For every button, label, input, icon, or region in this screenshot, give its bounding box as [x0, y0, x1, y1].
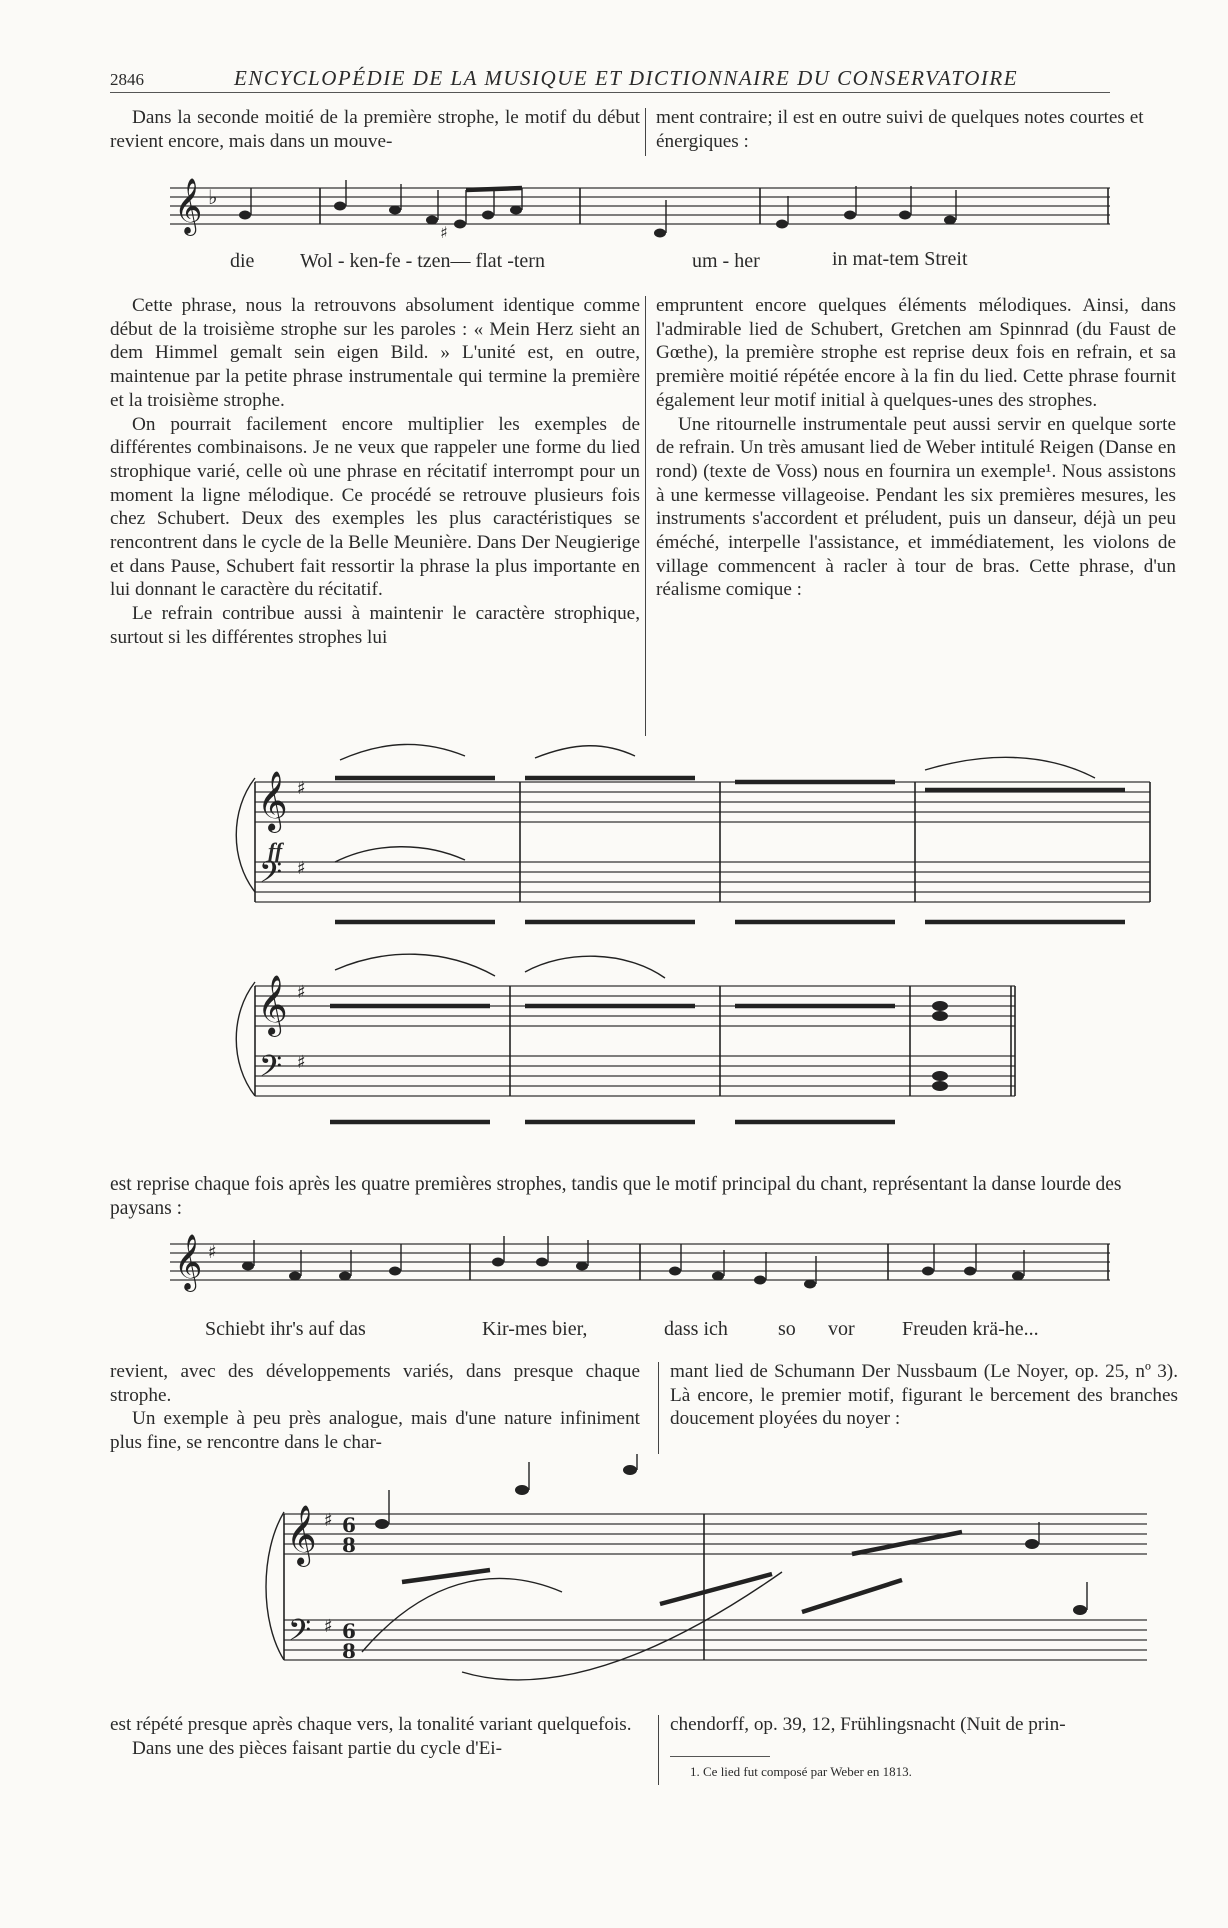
- lyric-syllable: dass ich: [664, 1318, 728, 1340]
- time-signature-bottom: 8: [342, 1533, 356, 1557]
- column-rule: [658, 1715, 659, 1785]
- lyric-syllable: die: [230, 250, 255, 272]
- intro-left-column: [110, 106, 640, 153]
- lyric-syllable: Schiebt ihr's auf das: [205, 1318, 366, 1340]
- paragraph: On pourrait facilement encore multiplier les exemples de différentes combinaisons. Je ne veux que rappeler une forme du lied strophique varié, celle où une phrase en récitatif interrompt pour un moment la ligne mélodique. Ce procédé se retrouve plusieurs fois chez Schubert. Deux des exemples les plus caractéristiques se rencontrent dans le cycle de la Belle Meunière. Dans Der Neugierige et dans Pause, Schubert fait ressortir la phrase la plus importante en lui donnant le caractère du récitatif.: [110, 413, 640, 601]
- footnote: 1. Ce lied fut composé par Weber en 1813.: [690, 1764, 912, 1779]
- treble-clef-icon: 𝄞: [174, 178, 203, 234]
- time-signature-top: 6: [342, 1619, 356, 1643]
- system-1: [236, 744, 1150, 922]
- section4-right-column: [670, 1360, 1178, 1431]
- paragraph: revient, avec des développements variés, dans presque chaque strophe.: [110, 1361, 640, 1406]
- paragraph: est reprise chaque fois après les quatre premières strophes, tandis que le motif principal du chant, représentant la danse lourde des paysans :: [110, 1174, 1122, 1219]
- footnote-rule: [670, 1756, 770, 1757]
- section2-right-column: [656, 294, 1176, 602]
- music-example-2: [225, 750, 1155, 1150]
- time-signature-bottom: 8: [342, 1639, 356, 1663]
- paragraph: Une ritournelle instrumentale peut aussi servir en quelque sorte de refrain. Un très amusant lied de Weber intitulé Reigen (Danse en rond) (texte de Voss) nous en fournira un exemple¹. Nous assistons à une kermesse villageoise. Pendant les six premières mesures, les instruments s'accordent et préludent, puis un danseur, déjà un peu éméché, interpelle l'assistance, et immédiatement, les violons de village commencent à racler à tour de bras. Cette phrase, d'un réalisme comique :: [656, 413, 1176, 601]
- column-rule: [645, 296, 646, 736]
- treble-clef-icon: 𝄞: [257, 771, 288, 831]
- notes: [239, 180, 1108, 242]
- section2-left-column: [110, 294, 640, 650]
- paragraph: Cette phrase, nous la retrouvons absolument identique comme début de la troisième strophe sur les paroles : « Mein Herz sieht an dem Himmel gemalt sein eigen Bild. » L'unité est, en outre, maintenue par la petite phrase instrumentale qui termine la première et la troisième strophe.: [110, 295, 640, 411]
- lyric-syllable: Freuden krä-he...: [902, 1318, 1039, 1340]
- sharp-icon: ♯: [297, 778, 306, 799]
- lyric-syllable: um - her: [692, 250, 760, 272]
- music-example-4: [262, 1462, 1152, 1692]
- section5-left-column: [110, 1713, 640, 1760]
- sharp-icon: ♯: [297, 858, 306, 879]
- svg-text:♯: ♯: [440, 223, 448, 242]
- lyric-syllable: vor: [828, 1318, 855, 1340]
- lyric-syllable: Kir-mes bier,: [482, 1318, 588, 1340]
- column-rule: [645, 108, 646, 156]
- sharp-icon: ♯: [297, 982, 306, 1003]
- sharp-icon: ♯: [324, 1616, 333, 1637]
- section3-text: [110, 1173, 1178, 1221]
- staff: [170, 188, 1110, 224]
- paragraph: Le refrain contribue aussi à maintenir le caractère strophique, surtout si les différentes strophes lui: [110, 603, 640, 648]
- sharp-icon: ♯: [324, 1510, 333, 1531]
- treble-clef-icon: 𝄞: [174, 1234, 203, 1290]
- music-example-1: [170, 178, 1110, 258]
- paragraph: empruntent encore quelques éléments mélodiques. Ainsi, dans l'admirable lied de Schubert, Gretchen am Spinnrad (du Faust de Gœthe), la première strophe est reprise deux fois en refrain, et sa première moitié répétée encore à la fin du lied. Cette phrase fournit également leur motif initial à quelques-unes des strophes.: [656, 295, 1176, 411]
- bass-clef-icon: 𝄢: [259, 1050, 283, 1091]
- column-rule: [658, 1362, 659, 1454]
- page-number: 2846: [110, 70, 144, 89]
- treble-clef-icon: 𝄞: [286, 1505, 317, 1565]
- paragraph: Dans une des pièces faisant partie du cycle d'Ei-: [132, 1737, 503, 1759]
- bass-clef-icon: 𝄢: [288, 1614, 312, 1655]
- paragraph: ment contraire; il est en outre suivi de quelques notes courtes et énergiques :: [656, 107, 1144, 152]
- paragraph: chendorff, op. 39, 12, Frühlingsnacht (Nuit de prin-: [670, 1714, 1066, 1735]
- lyric-syllable: Wol - ken-fe - tzen— flat -tern: [300, 250, 545, 272]
- treble-clef-icon: 𝄞: [257, 975, 288, 1035]
- lyric-syllable: so: [778, 1318, 796, 1340]
- bass-clef-icon: 𝄢: [259, 856, 283, 897]
- sharp-icon: ♯: [208, 1242, 217, 1263]
- music-example-3: [170, 1232, 1110, 1302]
- running-title: ENCYCLOPÉDIE DE LA MUSIQUE ET DICTIONNAIRE DU CONSERVATOIRE: [234, 66, 1019, 90]
- paragraph: est répété presque après chaque vers, la tonalité variant quelquefois.: [110, 1714, 632, 1735]
- sharp-icon: ♯: [297, 1052, 306, 1073]
- flat-icon: ♭: [208, 185, 218, 209]
- section5-right-column: [670, 1713, 1178, 1737]
- paragraph: mant lied de Schumann Der Nussbaum (Le Noyer, op. 25, nº 3). Là encore, le premier motif, figurant le bercement des branches doucement ployées du noyer :: [670, 1361, 1178, 1430]
- section4-left-column: [110, 1360, 640, 1455]
- lyric-syllable: in mat-tem Streit: [832, 248, 968, 270]
- paragraph: Un exemple à peu près analogue, mais d'une nature infiniment plus fine, se rencontre dans le char-: [110, 1408, 640, 1454]
- paragraph: Dans la seconde moitié de la première strophe, le motif du début revient encore, mais dans un mouve-: [110, 107, 640, 152]
- intro-right-column: [656, 106, 1176, 153]
- time-signature-top: 6: [342, 1513, 356, 1537]
- dynamic-marking: ff: [268, 838, 283, 863]
- system-2: [236, 954, 1015, 1122]
- page-header: [110, 62, 1110, 93]
